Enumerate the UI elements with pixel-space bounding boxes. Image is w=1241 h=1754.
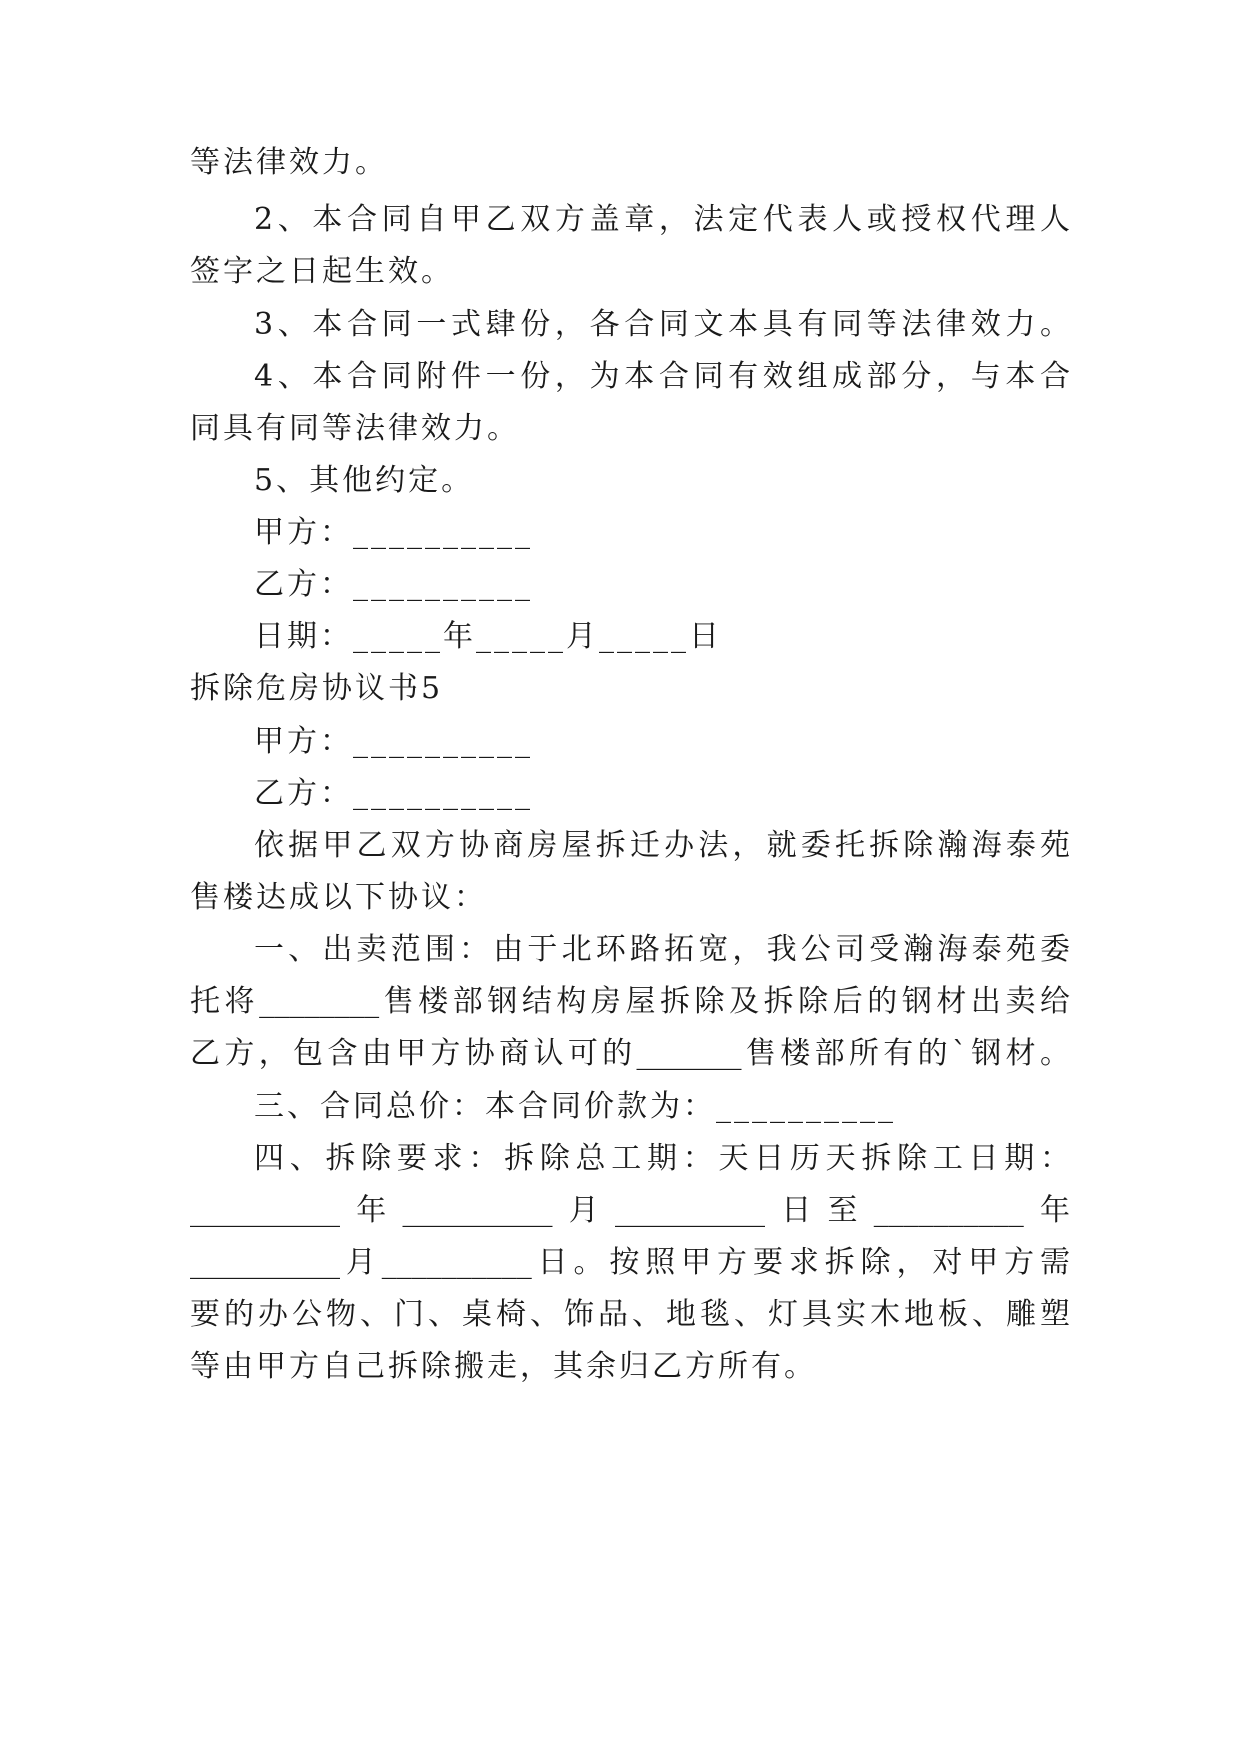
party-b-line: 乙方：__________ <box>254 776 533 811</box>
party-a-line: 甲方：__________ <box>254 724 533 759</box>
demolition-requirements-clause: 四、拆除要求：拆除总工期：天日历天拆除工日期： <box>254 1141 1070 1176</box>
text-line: 要的办公物、门、桌椅、饰品、地毯、灯具实木地板、雕塑 <box>190 1297 1070 1332</box>
text-line: 等由甲方自己拆除搬走，其余归乙方所有。 <box>190 1349 817 1384</box>
text-line: 乙方，包含由甲方协商认可的_______售楼部所有的`钢材。 <box>190 1036 1070 1071</box>
clause-4: 4、本合同附件一份，为本合同有效组成部分，与本合 <box>254 359 1070 394</box>
section-title: 拆除危房协议书5 <box>190 671 444 706</box>
party-a-signature-line: 甲方：__________ <box>254 515 533 550</box>
text-line: 托将________售楼部钢结构房屋拆除及拆除后的钢材出卖给 <box>190 984 1070 1019</box>
text-line: __________月__________日。按照甲方要求拆除，对甲方需 <box>190 1245 1070 1280</box>
text-line: 签字之日起生效。 <box>190 254 454 289</box>
text-line: 等法律效力。 <box>190 145 388 180</box>
party-b-signature-line: 乙方：__________ <box>254 567 533 602</box>
date-line: 日期：_____年_____月_____日 <box>254 619 722 654</box>
clause-3: 3、本合同一式肆份，各合同文本具有同等法律效力。 <box>254 307 1070 342</box>
total-price-clause: 三、合同总价：本合同价款为：__________ <box>254 1089 896 1124</box>
text-line: __________年__________月__________日至__________年 <box>190 1193 1070 1228</box>
text-line: 同具有同等法律效力。 <box>190 411 520 446</box>
clause-5: 5、其他约定。 <box>254 463 475 498</box>
clause-2: 2、本合同自甲乙双方盖章，法定代表人或授权代理人 <box>254 202 1070 237</box>
preamble-line: 依据甲乙双方协商房屋拆迁办法，就委托拆除瀚海泰苑 <box>254 828 1070 863</box>
text-line: 售楼达成以下协议： <box>190 880 487 915</box>
sale-scope-clause: 一、出卖范围：由于北环路拓宽，我公司受瀚海泰苑委 <box>254 932 1070 967</box>
